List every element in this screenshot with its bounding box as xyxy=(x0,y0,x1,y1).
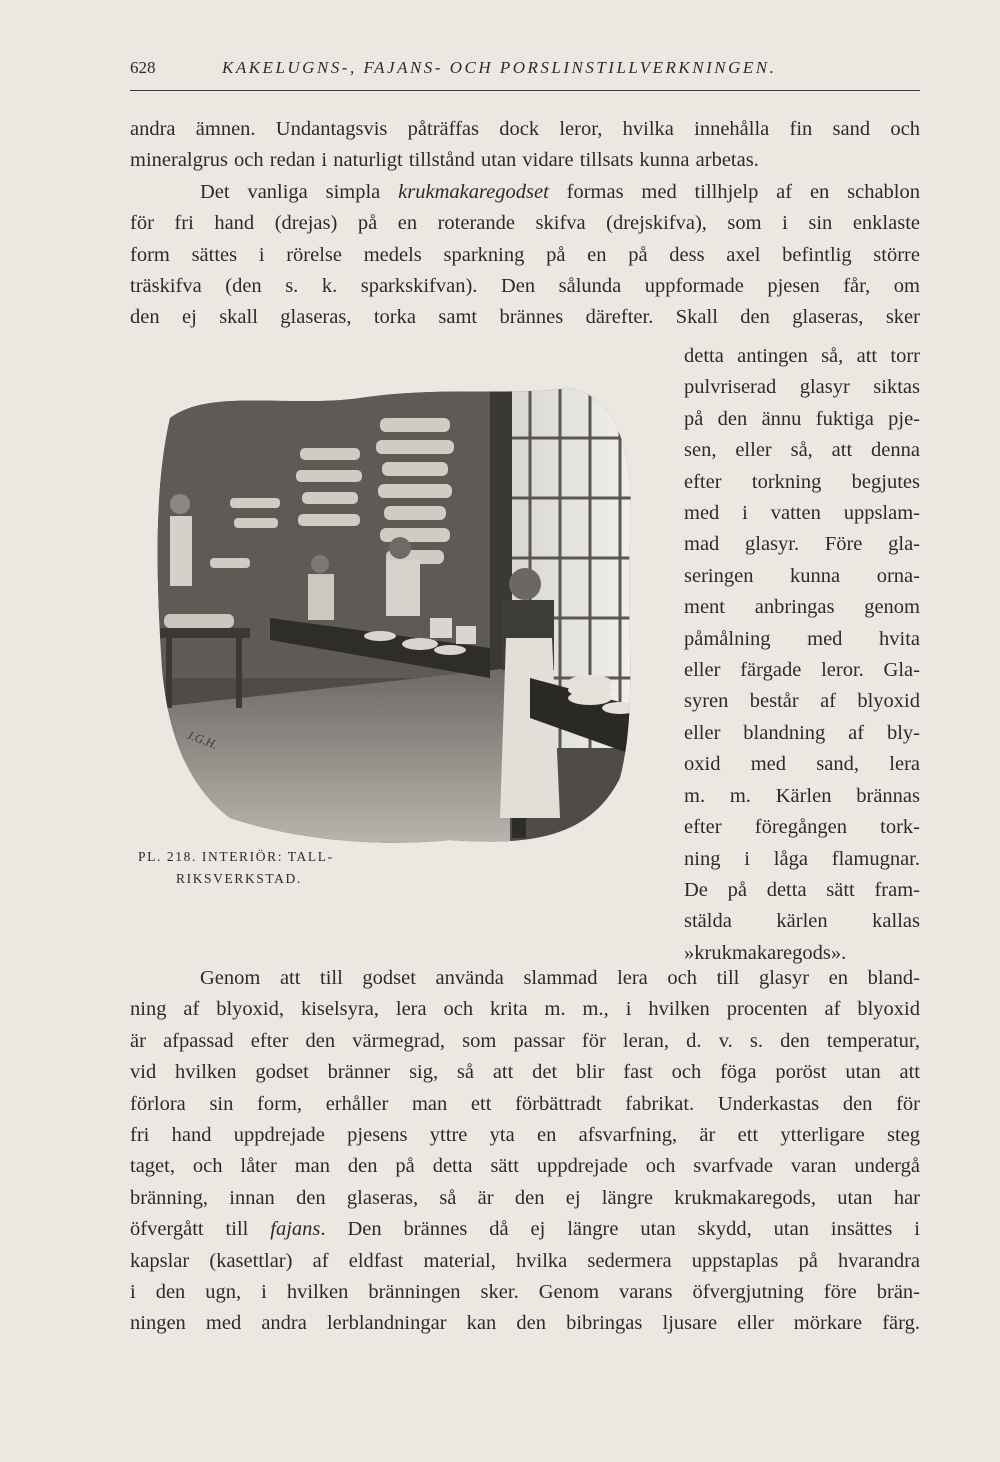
text-line: träskifva (den s. k. sparkskifvan). Den sålunda uppformade pjesen får, om xyxy=(130,275,920,298)
running-title: KAKELUGNS-, FAJANS- OCH PORSLINSTILLVERKNINGEN. xyxy=(222,58,777,77)
emphasis-term: krukmakaregodset xyxy=(398,180,549,203)
text-line: syren består af blyoxid xyxy=(684,690,920,713)
text-line: den ej skall glaseras, torka samt brännes därefter. Skall den glaseras, sker xyxy=(130,306,920,329)
text-line: sen, eller så, att denna xyxy=(684,439,920,462)
text-line: m. m. Kärlen brännas xyxy=(684,784,920,807)
text-line: ning af blyoxid, kiselsyra, lera och krita m. m., i hvilken procenten af blyoxid xyxy=(130,998,920,1021)
emphasis-term: fajans xyxy=(270,1218,321,1241)
caption-line: PL. 218. INTERIÖR: TALL- xyxy=(138,849,334,864)
text-line: taget, och låter man den på detta sätt uppdrejade och svarfvade varan undergå xyxy=(130,1155,920,1178)
text-line: »krukmakaregods». xyxy=(684,941,847,964)
text-line: på den ännu fuktiga pje- xyxy=(684,407,920,430)
text-line: oxid med sand, lera xyxy=(684,753,920,776)
text-line: är afpassad efter den värmegrad, som passar för leran, d. v. s. den temperatur, xyxy=(130,1029,920,1052)
figure-caption xyxy=(138,846,378,890)
text-line: påmålning med hvita xyxy=(684,627,920,650)
header-rule xyxy=(130,90,920,91)
text-line: pulvriserad glasyr siktas xyxy=(684,376,920,399)
text-line: Genom att till godset använda slammad lera och till glasyr en bland- xyxy=(200,967,920,989)
text-line: ningen med andra lerblandningar kan den bibringas ljusare eller mörkare färg. xyxy=(130,1312,920,1335)
side-text-block xyxy=(684,341,920,969)
text-line: bränning, innan den glaseras, så är den ej längre krukmakaregods, utan har xyxy=(130,1186,920,1209)
text-line: andra ämnen. Undantagsvis påträffas dock leror, hvilka innehålla fin sand och xyxy=(130,118,920,140)
text-line: efter torkning begjutes xyxy=(684,470,920,493)
text-line: förlora sin form, erhåller man ett förbättradt fabrikat. Underkastas den för xyxy=(130,1092,920,1115)
text-line: form sättes i rörelse medels sparkning på en på dess axel befintlig större xyxy=(130,243,920,266)
text-line: eller blandning af bly- xyxy=(684,721,920,744)
text-line: mad glasyr. Före gla- xyxy=(684,533,920,556)
text-line: ning i låga flamugnar. xyxy=(684,847,920,870)
text-line: öfvergått till fajans. Den brännes då ej längre utan skydd, utan insättes i xyxy=(130,1218,921,1241)
photograph-illustration xyxy=(150,378,642,848)
page-header xyxy=(130,58,920,88)
caption-line: RIKSVERKSTAD. xyxy=(176,871,302,886)
text-line: i den ugn, i hvilken bränningen sker. Genom varans öfvergjutning före brän- xyxy=(130,1281,920,1304)
text-line: fri hand uppdrejade pjesens yttre yta en afsvarfning, är ett ytterligare steg xyxy=(130,1124,920,1147)
text-line: mineralgrus och redan i naturligt tillstånd utan vidare tillsats kunna arbetas. xyxy=(130,149,759,172)
text-line: seringen kunna orna- xyxy=(684,564,920,587)
text-line: för fri hand (drejas) på en roterande skifva (drejskifva), som i sin enklaste xyxy=(130,212,920,235)
photo-signature: J.G.H. xyxy=(184,727,220,752)
page-number: 628 xyxy=(130,58,156,77)
text-line: kapslar (kasettlar) af eldfast material, hvilka sedermera uppstaplas på hvarandra xyxy=(130,1249,920,1272)
text-line: ment anbringas genom xyxy=(684,596,920,619)
text-line: med i vatten uppslam- xyxy=(684,502,920,525)
text-line: vid hvilken godset bränner sig, så att det blir fast och föga poröst utan att xyxy=(130,1061,920,1084)
workshop-photograph xyxy=(150,378,642,848)
text-line: detta antingen så, att torr xyxy=(684,345,920,367)
text-line: eller färgade leror. Gla- xyxy=(684,659,920,682)
text-line: De på detta sätt fram- xyxy=(684,878,920,901)
text-line: Det vanliga simpla krukmakaregodset formas med tillhjelp af en schablon xyxy=(200,180,921,203)
bottom-text-block xyxy=(130,963,920,1340)
top-text-block xyxy=(130,114,920,334)
text-line: stälda kärlen kallas xyxy=(684,910,920,933)
text-line: efter föregången tork- xyxy=(684,816,920,839)
